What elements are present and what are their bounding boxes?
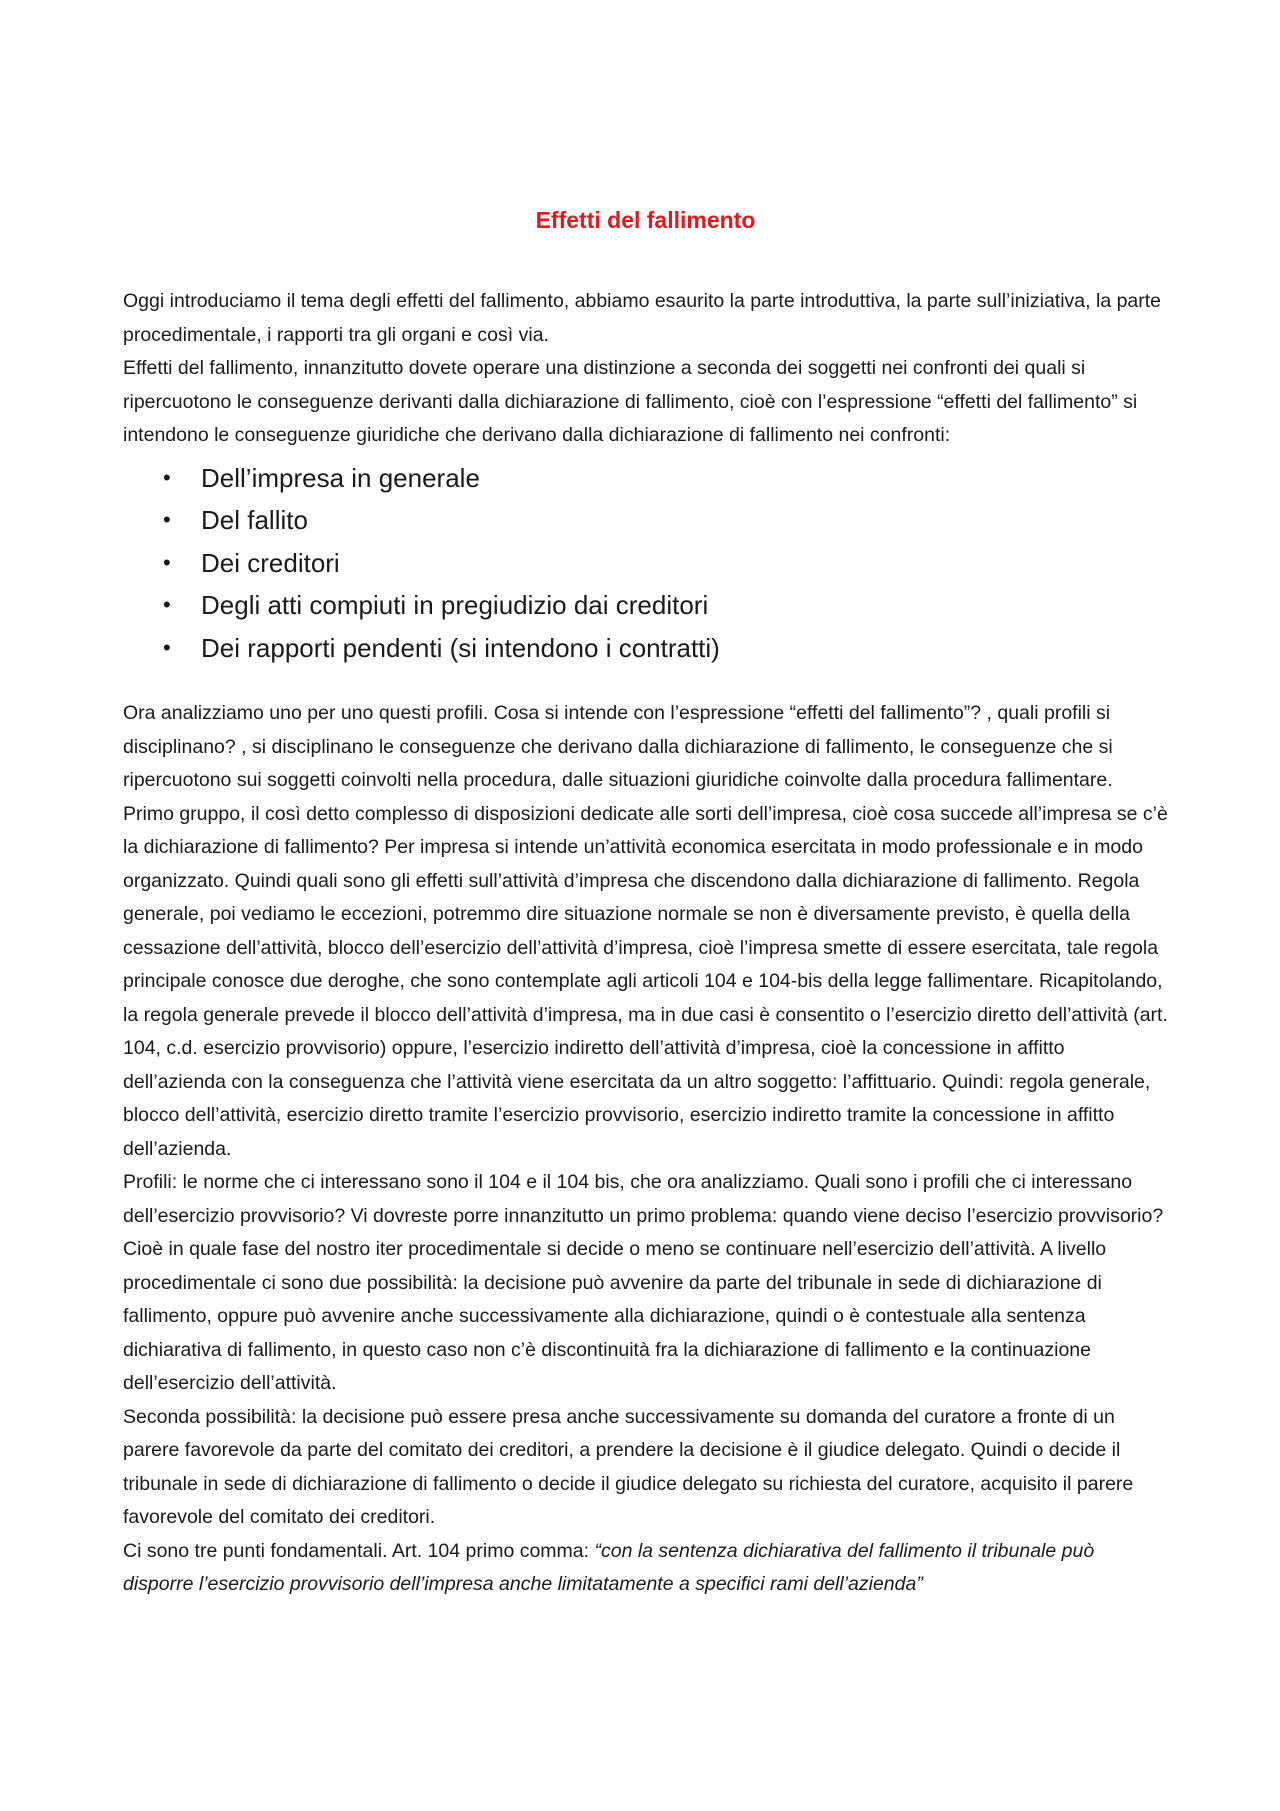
effects-list xyxy=(123,457,1168,670)
list-item xyxy=(163,584,1168,627)
list-item xyxy=(163,499,1168,542)
list-item-text: Dei rapporti pendenti (si intendono i contratti) xyxy=(201,632,720,663)
list-item xyxy=(163,627,1168,670)
list-item-text: Degli atti compiuti in pregiudizio dai creditori xyxy=(201,590,709,620)
list-item-text: Dei creditori xyxy=(201,547,340,578)
intro-paragraph-1: Oggi introduciamo il tema degli effetti del fallimento, abbiamo esaurito la parte introduttiva, la parte sull’iniziativa, la parte procedimentale, i rapporti tra gli organi e così via. xyxy=(123,290,1162,346)
bullet-icon: • xyxy=(163,507,171,532)
body-paragraph-2: Profili: le norme che ci interessano sono il 104 e il 104 bis, che ora analizziamo. Quali sono i profili che ci interessano dell’esercizio provvisorio? Vi dovreste porre innanzitutto un primo problema: quando viene deciso l’esercizio provvisorio? Cioè in quale fase del nostro iter procedimentale si decide o meno se continuare nell’esercizio dell’attività. A livello procedimentale ci sono due possibilità: la decisione può avvenire da parte del tribunale in sede di dichiarazione di fallimento, oppure può avvenire anche successivamente alla dichiarazione, quindi o è contestuale alla sentenza dichiarativa di fallimento, in questo caso non c’è discontinuità fra la dichiarazione di fallimento e la continuazione dell’esercizio dell’attività. xyxy=(123,1171,1164,1394)
bullet-icon: • xyxy=(163,549,171,575)
article-quote: “con la sentenza dichiarativa del fallimento il tribunale può disporre l’esercizio provvisorio dell’impresa anche limitatamente a specifici rami dell’azienda” xyxy=(123,1539,1095,1595)
page-title: Effetti del fallimento xyxy=(535,207,756,233)
list-item-text: Del fallito xyxy=(201,505,308,535)
body-paragraph-3: Seconda possibilità: la decisione può essere presa anche successivamente su domanda del curatore a fronte di un parere favorevole da parte del comitato dei creditori, a prendere la decisione è il giudice delegato. Quindi o decide il tribunale in sede di dichiarazione di fallimento o decide il giudice delegato su richiesta del curatore, acquisito il parere favorevole del comitato dei creditori. xyxy=(123,1405,1134,1528)
list-item xyxy=(163,542,1168,585)
body-paragraph-4 xyxy=(123,1535,1168,1602)
body-paragraph-1: Ora analizziamo uno per uno questi profili. Cosa si intende con l’espressione “effetti del fallimento”? , quali profili si disciplinano? , si disciplinano le conseguenze che derivano dalla dichiarazione di fallimento, le conseguenze che si ripercuotono sui soggetti coinvolti nella procedura, dalle situazioni giuridiche coinvolte dalla procedura fallimentare. Primo gruppo, il così detto complesso di disposizioni dedicate alle sorti dell’impresa, cioè cosa succede all’impresa se c’è la dichiarazione di fallimento? Per impresa si intende un’attività economica esercitata in modo professionale e in modo organizzato. Quindi quali sono gli effetti sull’attività d’impresa che discendono dalla dichiarazione di fallimento. Regola generale, poi vediamo le eccezioni, potremmo dire situazione normale se non è diversamente previsto, è quella della cessazione dell’attività, blocco dell’esercizio dell’attività d’impresa, cioè l’impresa smette di essere esercitata, tale regola principale conosce due deroghe, che sono contemplate agli articoli 104 e 104-bis della legge fallimentare. Ricapitolando, la regola generale prevede il blocco dell’attività d’impresa, ma in due casi è consentito o l’esercizio diretto dell’attività (art. 104, c.d. esercizio provvisorio) oppure, l’esercizio indiretto dell’attività d’impresa, cioè la concessione in affitto dell’azienda con la conseguenza che l’attività viene esercitata da un altro soggetto: l’affittuario. Quindi: regola generale, blocco dell’attività, esercizio diretto tramite l’esercizio provvisorio, esercizio indiretto tramite la concessione in affitto dell’azienda. xyxy=(123,702,1168,1160)
list-item xyxy=(163,457,1168,500)
list-item-text: Dell’impresa in generale xyxy=(201,462,480,493)
bullet-icon: • xyxy=(163,464,171,490)
bullet-icon: • xyxy=(163,634,171,660)
document-page xyxy=(123,205,1168,1602)
bullet-icon: • xyxy=(163,592,171,617)
intro-paragraph-2: Effetti del fallimento, innanzitutto dovete operare una distinzione a seconda dei soggetti nei confronti dei quali si ripercuotono le conseguenze derivanti dalla dichiarazione di fallimento, cioè con l’espressione “effetti del fallimento” si intendono le conseguenze giuridiche che derivano dalla dichiarazione di fallimento nei confronti: xyxy=(123,357,1138,446)
article-intro: Ci sono tre punti fondamentali. Art. 104 primo comma: xyxy=(123,1539,595,1562)
